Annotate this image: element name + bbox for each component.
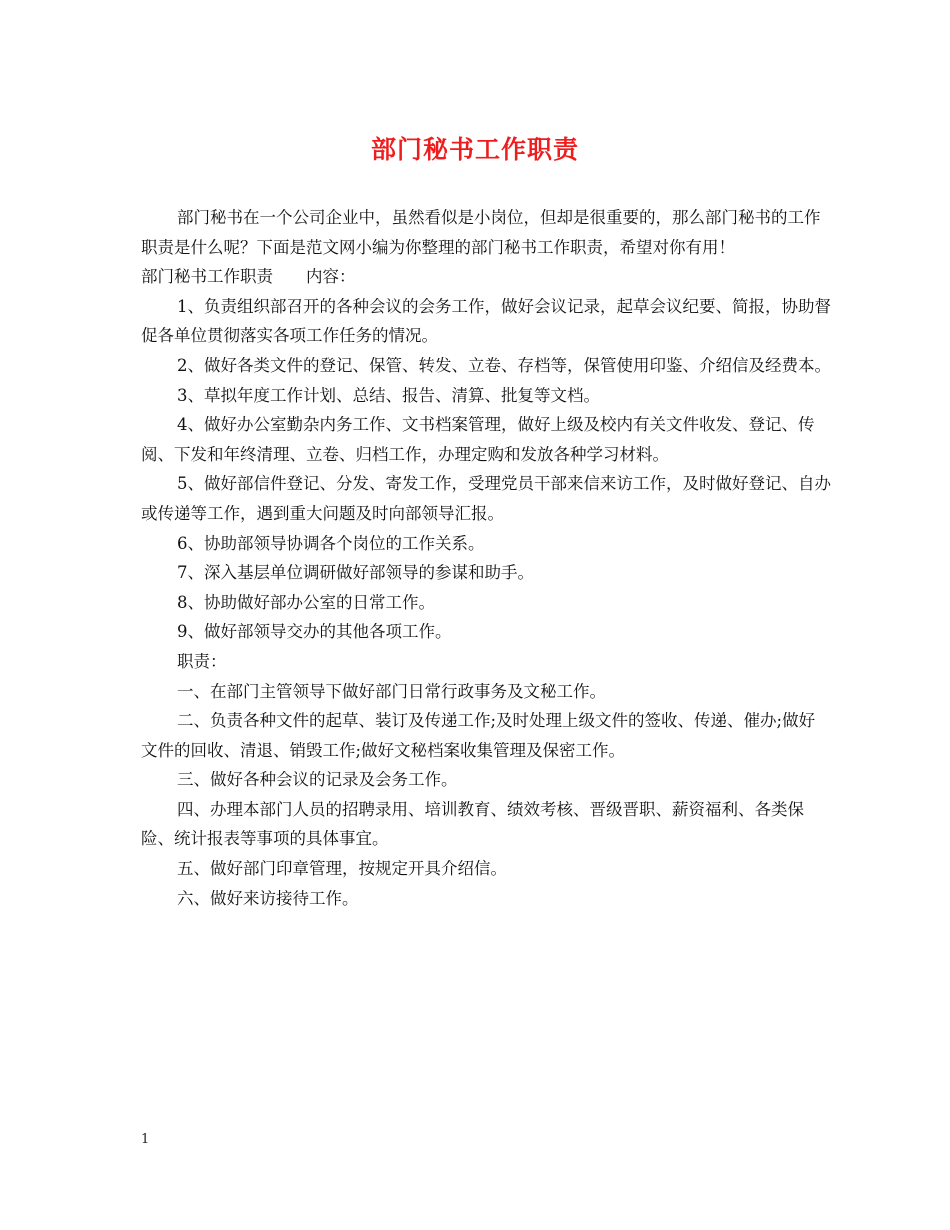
document-body (141, 203, 831, 913)
paragraph-item-8: 8、协助做好部办公室的日常工作。 (177, 592, 435, 612)
paragraph-item-9: 9、做好部领导交办的其他各项工作。 (177, 622, 452, 642)
document-title: 部门秘书工作职责 (370, 135, 579, 164)
paragraph-item-5: 5、做好部信件登记、分发、寄发工作，受理党员干部来信来访工作，及时做好登记、自办或传递等工作，遇到重大问题及时向部领导汇报。 (141, 474, 831, 523)
paragraph-content-heading: 部门秘书工作职责 内容： (141, 267, 356, 287)
paragraph-item-2: 2、做好各类文件的登记、保管、转发、立卷、存档等，保管使用印鉴、介绍信及经费本。 (177, 355, 831, 375)
page-number: 1 (141, 1132, 150, 1147)
paragraph-duty-5: 五、做好部门印章管理，按规定开具介绍信。 (177, 859, 507, 879)
paragraph-duty-1: 一、在部门主管领导下做好部门日常行政事务及文秘工作。 (177, 681, 606, 701)
paragraph-duty-4: 四、办理本部门人员的招聘录用、培训教育、绩效考核、晋级晋职、薪资福利、各类保险、统计报表等事项的具体事宜。 (141, 799, 804, 849)
paragraph-duty-3: 三、做好各种会议的记录及会务工作。 (177, 770, 458, 790)
paragraph-intro: 部门秘书在一个公司企业中，虽然看似是小岗位，但却是很重要的，那么部门秘书的工作职责是什么呢？下面是范文网小编为你整理的部门秘书工作职责，希望对你有用！ (141, 208, 821, 257)
paragraph-item-6: 6、协助部领导协调各个岗位的工作关系。 (177, 533, 485, 553)
paragraph-duties-heading: 职责： (177, 651, 227, 671)
paragraph-item-3: 3、草拟年度工作计划、总结、报告、清算、批复等文档。 (177, 385, 600, 405)
paragraph-item-7: 7、深入基层单位调研做好部领导的参谋和助手。 (177, 563, 534, 583)
paragraph-duty-2: 二、负责各种文件的起草、装订及传递工作;及时处理上级文件的签收、传递、催办;做好文件的回收、清退、销毁工作;做好文秘档案收集管理及保密工作。 (141, 711, 816, 760)
paragraph-item-1: 1、负责组织部召开的各种会议的会务工作，做好会议记录，起草会议纪要、简报，协助督促各单位贯彻落实各项工作任务的情况。 (141, 296, 831, 346)
paragraph-item-4: 4、做好办公室勤杂内务工作、文书档案管理，做好上级及校内有关文件收发、登记、传阅、下发和年终清理、立卷、归档工作，办理定购和发放各种学习材料。 (141, 415, 815, 464)
paragraph-duty-6: 六、做好来访接待工作。 (177, 888, 359, 908)
